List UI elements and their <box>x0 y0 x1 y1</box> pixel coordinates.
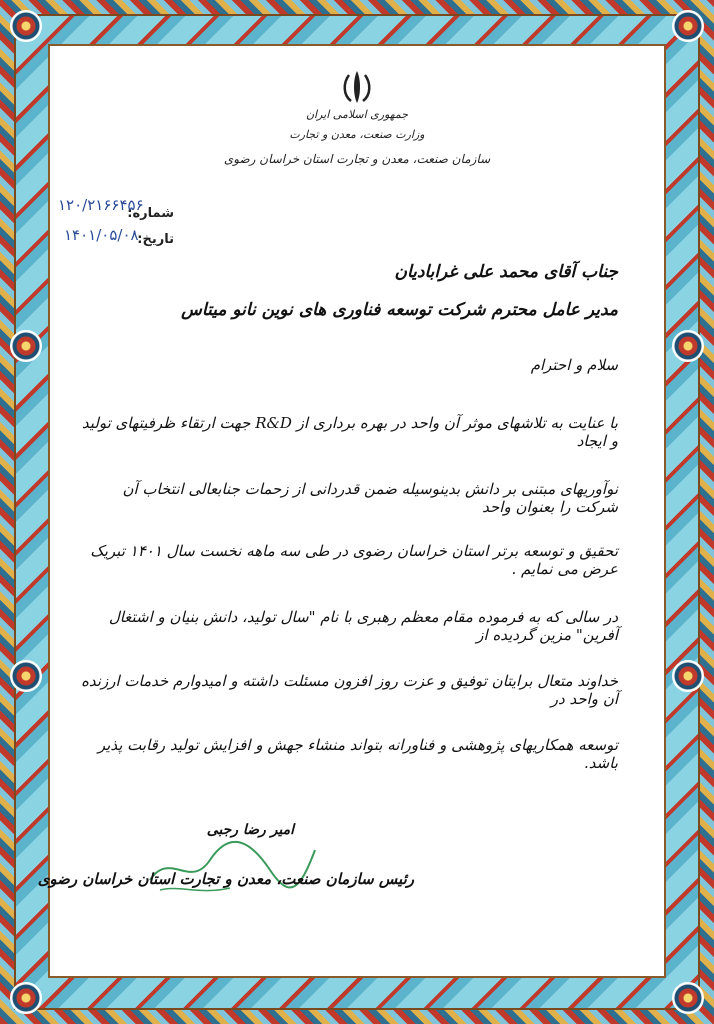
corner-rosette-icon <box>672 982 704 1014</box>
body-line: نوآوریهای مبتنی بر دانش بدینوسیله ضمن قدردانی از زحمات جنابعالی انتخاب آن شرکت را بعنوان واحد <box>122 480 618 516</box>
letterhead-ministry: وزارت صنعت، معدن و تجارت <box>289 128 425 141</box>
letterhead-republic: جمهوری اسلامی ایران <box>305 108 409 121</box>
date-value: ۱۴۰۱/۰۵/۰۸ <box>64 226 139 244</box>
signer-name: امیر رضا رجبی <box>206 822 294 838</box>
side-rosette-icon <box>10 660 42 692</box>
number-value: ۱۲۰/۲۱۶۶۴۵۶ <box>58 196 144 214</box>
letterhead-organization: سازمان صنعت، معدن و تجارت استان خراسان رضوی <box>223 152 491 166</box>
corner-rosette-icon <box>10 982 42 1014</box>
body-line: در سالی که به فرموده مقام معظم رهبری با نام "سال تولید، دانش بنیان و اشتغال آفرین" مزین گردیده از <box>108 608 618 644</box>
side-rosette-icon <box>10 330 42 362</box>
side-rosette-icon <box>672 660 704 692</box>
greeting: سلام و احترام <box>530 356 618 374</box>
handwritten-signature <box>140 830 320 905</box>
side-rosette-icon <box>672 330 704 362</box>
addressee-title: مدیر عامل محترم شرکت توسعه فناوری های نوین نانو میتاس <box>181 300 618 320</box>
iran-emblem-icon <box>336 66 378 108</box>
signer-title: رئیس سازمان صنعت، معدن و تجارت استان خراسان رضوی <box>37 870 414 888</box>
corner-rosette-icon <box>672 10 704 42</box>
body-line: خداوند متعال برایتان توفیق و عزت روز افزون مسئلت داشته و امیدوارم خدمات ارزنده آن واحد در <box>81 672 618 708</box>
addressee-name: جناب آقای محمد علی غرابادیان <box>394 262 618 282</box>
body-line: با عنایت به تلاشهای موثر آن واحد در بهره برداری از R&D جهت ارتقاء ظرفیتهای تولید و ایجاد <box>81 414 618 450</box>
date-label: تاریخ: <box>137 232 174 247</box>
corner-rosette-icon <box>10 10 42 42</box>
number-label: شماره: <box>127 206 174 221</box>
body-line: تحقیق و توسعه برتر استان خراسان رضوی در طی سه ماهه نخست سال ۱۴۰۱ تبریک عرض می نمایم . <box>90 542 618 578</box>
body-line: توسعه همکاریهای پژوهشی و فناورانه بتواند منشاء جهش و افزایش تولید رقابت پذیر باشد. <box>97 736 618 772</box>
